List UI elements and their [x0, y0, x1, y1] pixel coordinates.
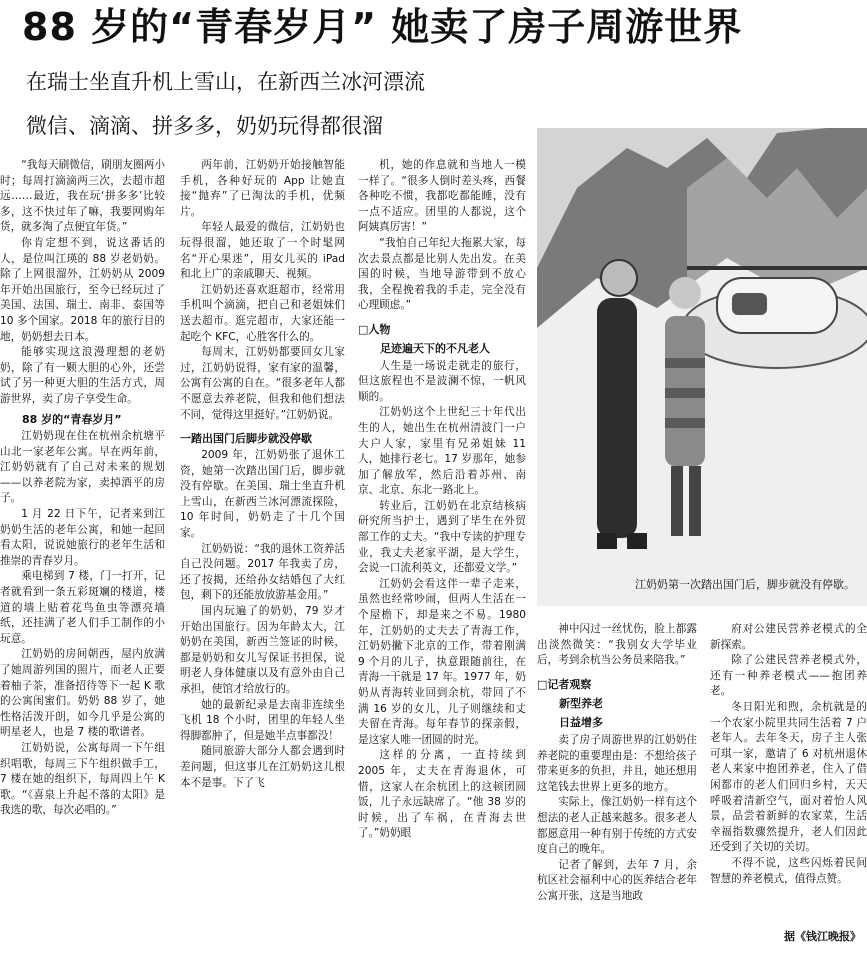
paragraph: 江奶奶这个上世纪三十年代出生的人，她出生在杭州清波门一户大户人家，家里有兄弟姐妹 11 人，她排行老七。17 岁那年，她参加了解放军，然后沿着苏州、南京、北京、东北一路北上。 [358, 406, 526, 497]
paragraph: 年轻人最爱的微信，江奶奶也玩得很溜，她还取了一个时髦网名“开心果迷”，用女儿买的 iPad 和北上广的亲戚聊天、视频。 [180, 221, 345, 281]
section-label: □记者观察 [537, 677, 592, 691]
section-heading: 一踏出国门后脚步就没停歇 [180, 432, 312, 446]
article-column-1 [0, 158, 165, 948]
paragraph: 转业后，江奶奶在北京结核病研究所当护士，遇到了毕生在外贸部工作的丈夫。“我中专读的护理专业，我丈夫老家平湖，是大学生，会说一口流利英文，还都爱文学。” [358, 499, 526, 575]
article-column-3 [358, 158, 526, 948]
paragraph: 乘电梯到 7 楼，门一打开，记者就看到一条五彩斑斓的楼道，楼道的墙上贴着花鸟鱼虫等漂亮墙纸，还挂满了老人们手工制作的小玩意。 [0, 570, 165, 645]
paragraph: 人生是一场说走就走的旅行，但这旅程也不是波澜不惊，一帆风顺的。 [358, 359, 526, 403]
paragraph: 1 月 22 日下午，记者来到江奶奶生活的老年公寓，和她一起回看太阳，说说她旅行的老年生活和推崇的青春岁月。 [0, 508, 165, 567]
paragraph: 江奶奶会看这伴一辈子走来，虽然也经常吵闹，但两人生活在一个屋檐下，却是来之不易。1980 年，江奶奶的丈夫去了青海工作，江奶奶撇下北京的工作，带着刚满 9 个月的儿子，执意跟随前往，在青海一干就是 17 年。1977 年，奶奶从青海转业回到余杭，带回了不满 16 岁的女儿，儿子则继续和丈夫留在青海。每年春节的探亲假，是这家人唯一团圆的时光。 [358, 577, 526, 746]
paragraph: 记者了解到，去年 7 月，余杭区社会福利中心的医养结合老年公寓开张，这是当地政 [537, 858, 697, 902]
subtitle-1: 在瑞士坐直升机上雪山，在新西兰冰河漂流 [26, 70, 425, 94]
article-column-2 [180, 158, 345, 948]
section-heading: 88 岁的“青春岁月” [22, 412, 122, 426]
photo-caption: 江奶奶第一次踏出国门后，脚步就没有停歇。 [635, 578, 855, 591]
section-label: □人物 [358, 322, 391, 336]
paragraph: 每周末，江奶奶都要回女儿家过，江奶奶说得，家有家的温馨，公寓有公寓的自在。“很多老年人都不愿意去养老院，但我和他们想法不同，觉得这里挺好。”江奶奶说。 [180, 346, 345, 421]
paragraph: 两年前，江奶奶开始接触智能手机，各种好玩的 App 让她直接“抛弃”了已淘汰的手机，优频片。 [180, 159, 345, 218]
paragraph: 机，她的作息就和当地人一模一样了。“很多人倒时差头疼，西餐各种吃不惯，我都吃都能睡，没有一点不适应。团里的人都说，这个阿姨真厉害！” [358, 159, 526, 234]
paragraph: 能够实现这浪漫理想的老奶奶，除了有一颗大胆的心外，还尝试了另一种更大胆的生活方式，周游世界，卖了房子享受生命。 [0, 346, 165, 405]
paragraph: 这样的分离，一直持续到 2005 年，丈夫在青海退休，可惜，这家人在余杭团上的这顿团圆饭，儿子永远缺席了。“他 38 岁的时候，出了车祸，在青海去世了。”奶奶眼 [358, 749, 526, 840]
paragraph: 卖了房子周游世界的江奶奶住养老院的重要理由是：不想给孩子带来更多的负担，并且，她还想用这笔钱去世界上更多的地方。 [537, 733, 697, 793]
paragraph: 江奶奶现在住在杭州余杭塘平山北一家老年公寓。早在两年前，江奶奶就有了自己对未来的规划——以养老院为家，卖掉酒平的房子。 [0, 430, 165, 505]
subtitle-2: 微信、滴滴、拼多多，奶奶玩得都很溜 [26, 114, 383, 138]
paragraph: 江奶奶的房间朝西，屋内放满了她周游列国的照片，而老人正要着柚子茶，准备招待等下一起 K 歌的公寓闺蜜们。奶奶 88 岁了，她性格活泼开朗，如今几乎是公寓的明星老人，也是 7 楼的歌谱者。 [0, 648, 165, 739]
news-photo [537, 128, 867, 606]
paragraph: 冬日阳光和煦，余杭就是的一个农家小院里共同生活着 7 户老年人。去年冬天，房子主人张可琪一家，邀请了 6 对杭州退休老人来家中抱团养老，住入了借闲都市的老人们回归乡村，天天呼吸着清新空气，面对着怡人风景，品尝着新鲜的农家菜，生活幸福指数骤然提升，老人们因此还受到了关切的关切。 [710, 700, 867, 854]
section-heading: 新型养老 [559, 696, 603, 710]
section-heading: 足迹遍天下的不凡老人 [380, 341, 490, 355]
paragraph: 神中闪过一丝忧伤，脸上都露出淡然微笑：“我别女大学毕业后，考到余杭当公务员来陪我。” [537, 623, 697, 667]
article-column-4 [537, 622, 697, 952]
paragraph: 2009 年，江奶奶张了退休工资，她第一次踏出国门后，脚步就没有停歇。在美国、瑞士坐直升机上雪山，在新西兰冰河漂流探险，10 年时间，奶奶走了十几个国家。 [180, 449, 345, 540]
paragraph: 随同旅游大部分人都会遇到时差问题，但这事儿在江奶奶这儿根本不是事。下了飞 [180, 745, 345, 789]
article-column-5 [710, 622, 867, 952]
paragraph: 府对公建民营养老模式的全新探索。 [710, 623, 867, 651]
source-credit: 据《钱江晚报》 [784, 930, 861, 943]
paragraph: 你肯定想不到，说这番话的人，是位叫江瑛的 88 岁老奶奶。除了上网很溜外，江奶奶从 2009 年开始出国旅行，至今已经玩过了美国、法国、瑞士、南非、泰国等 10 多个国家。2018 年的旅行目的地，奶奶想去日本。 [0, 236, 165, 343]
photo-illustration [537, 128, 867, 606]
headline: 88 岁的“青春岁月” 她卖了房子周游世界 [22, 5, 743, 49]
paragraph: 除了公建民营养老模式外，还有一种养老模式——抱团养老。 [710, 654, 867, 698]
paragraph: 她的最新纪录是去南非连续坐飞机 18 个小时，团里的年轻人坐得脚都肿了，但是她半点事都没！ [180, 698, 345, 742]
paragraph: 国内玩遍了的奶奶，79 岁才开始出国旅行。因为年龄太大，江奶奶在美国，新西兰签证的时候，都是奶奶和女儿写保证书担保，说明老人身体健康以及有意外由自己承担，使馆才给放行的。 [180, 605, 345, 695]
section-heading: 日益增多 [559, 716, 603, 730]
paragraph: 实际上，像江奶奶一样有这个想法的老人正越来越多。很多老人都愿意用一种有别于传统的方式安度自己的晚年。 [537, 796, 697, 856]
paragraph: 江奶奶还喜欢逛超市，经常用手机叫个滴滴，把自己和老姐妹们送去超市。逛完超市，大家还能一起吃个 KFC，心胜客什么的。 [180, 283, 345, 343]
paragraph: “我每天刷微信，刷朋友圈两小时；每周打滴滴两三次，去超市超远……最近，我在玩‘拼多多’比较多，这不快过年了嘛，我要网购年货，就多淘了点便宜年货。” [0, 159, 165, 234]
paragraph: 江奶奶说：“我的退休工资养活自己没问题。2017 年我卖了房，还了按揭，还给孙女结婚包了大红包，剩下的还能放放游基金用。” [180, 542, 345, 602]
paragraph: 不得不说，这些闪烁着民间智慧的养老模式，值得点赞。 [710, 856, 867, 885]
paragraph: 江奶奶说，公寓每周一下午组织唱歌，每周三下午组织做手工，7 楼在她的组织下，每周四上午 K 歌。“《喜泉上升起不落的太阳》是我选的歌，每次必唱的。” [0, 741, 165, 817]
paragraph: “我怕自己年纪大拖累大家，每次去景点都是比别人先出发。在美国的时候，当地导游带到不放心我，全程挽着我的手走，完全没有心理顾虑。” [358, 236, 526, 312]
